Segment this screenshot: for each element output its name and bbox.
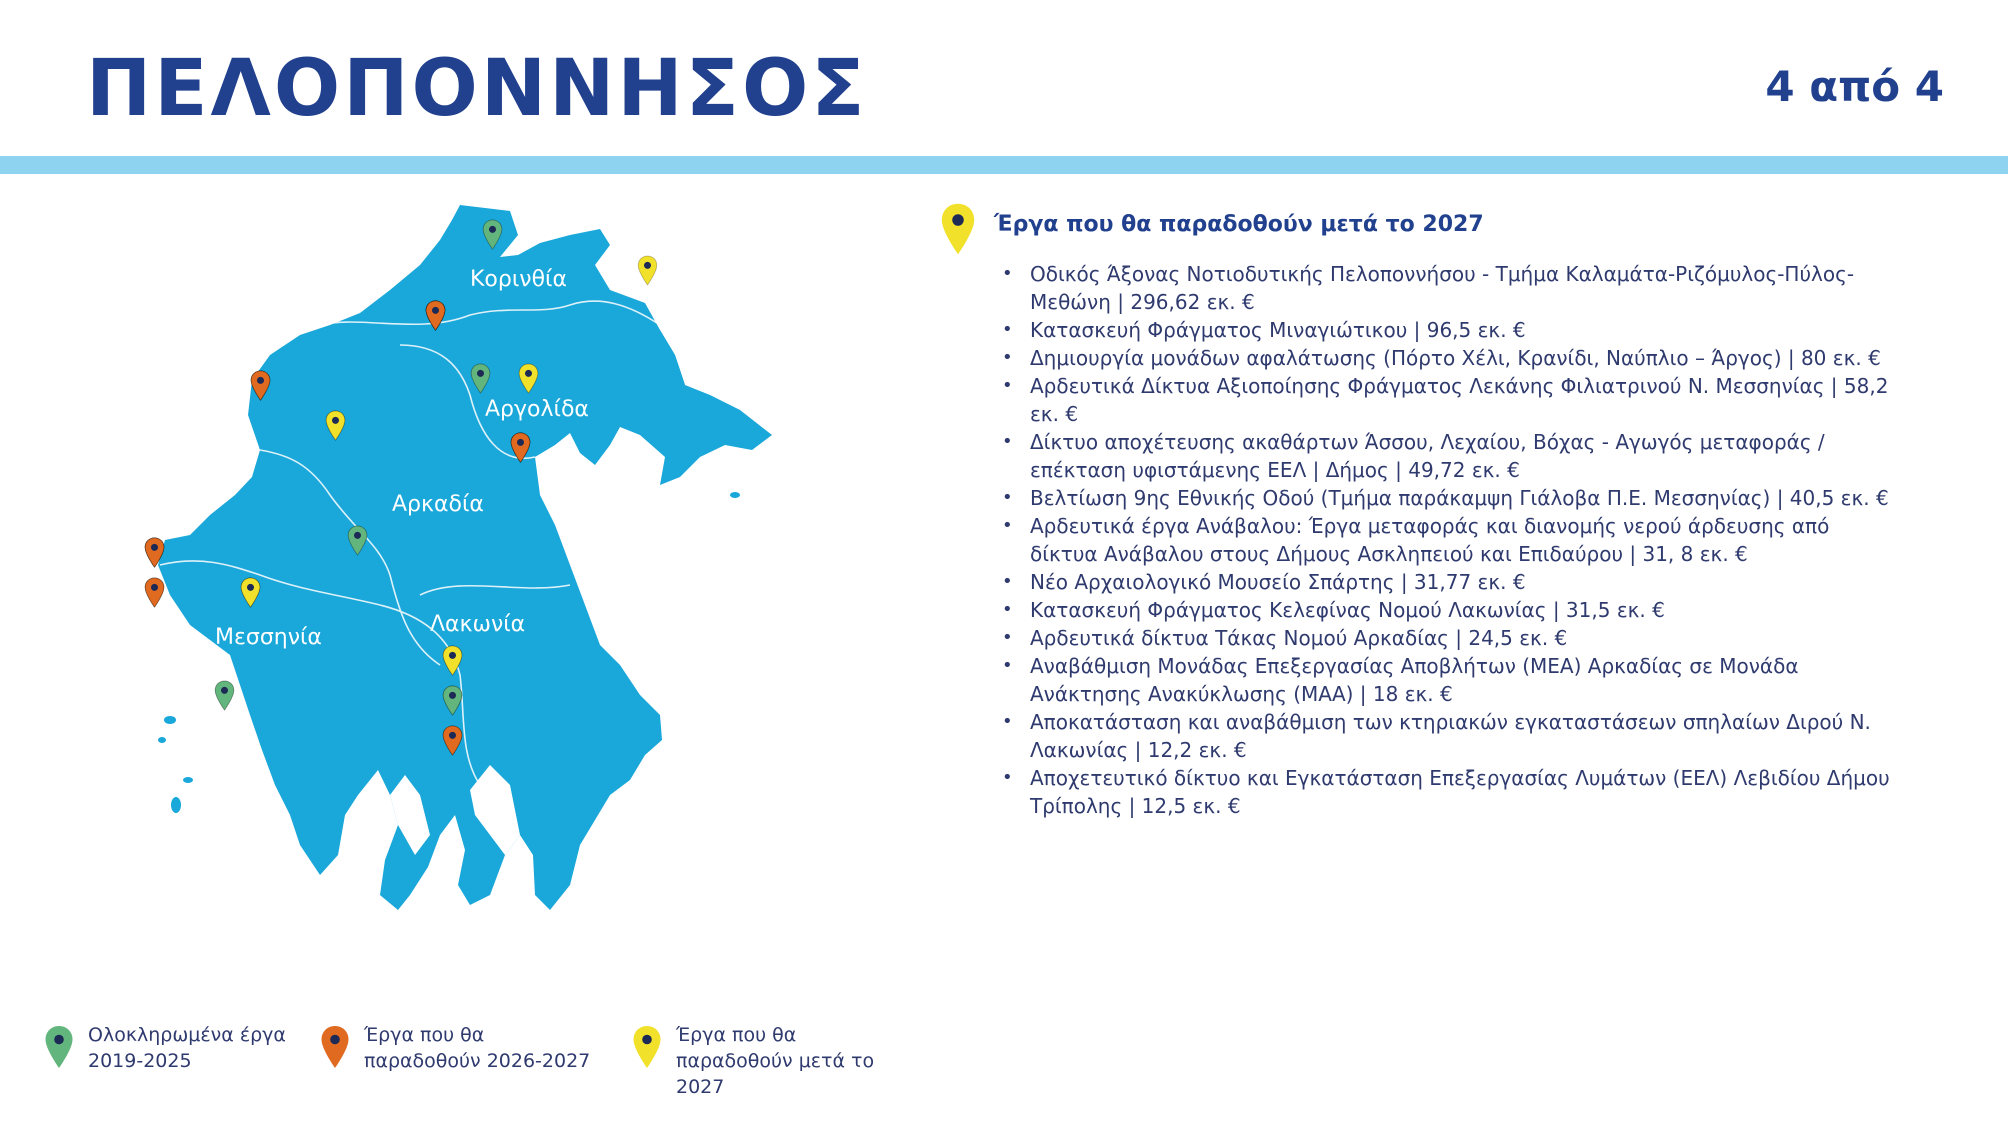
yellow-pin-icon xyxy=(632,1022,662,1072)
peloponnese-land xyxy=(158,205,772,910)
island xyxy=(164,716,176,724)
legend-label: Έργα που θα παραδοθούν μετά το 2027 xyxy=(676,1024,875,1098)
island xyxy=(183,777,193,783)
list-item: • Αρδευτικά δίκτυα Τάκας Νομού Αρκαδίας | 24,5 εκ. € xyxy=(1002,624,1902,652)
map-pin-icon xyxy=(442,685,463,716)
map-pin-icon xyxy=(250,370,271,401)
list-item: • Βελτίωση 9ης Εθνικής Οδού (Τμήμα παράκαμψη Γιάλοβα Π.Ε. Μεσσηνίας) | 40,5 εκ. € xyxy=(1002,484,1902,512)
list-item: • Νέο Αρχαιολογικό Μουσείο Σπάρτης | 31,77 εκ. € xyxy=(1002,568,1902,596)
green-pin-icon xyxy=(44,1022,74,1072)
map-pin-icon xyxy=(347,525,368,556)
page-title: ΠΕΛΟΠΟΝΝΗΣΟΣ xyxy=(86,44,868,134)
map-pin-icon xyxy=(214,680,235,711)
map-pin-icon xyxy=(470,363,491,394)
list-item: • Αποχετευτικό δίκτυο και Εγκατάσταση Επεξεργασίας Λυμάτων (ΕΕΛ) Λεβιδίου Δήμου Τρίπολης | 12,5 εκ. € xyxy=(1002,764,1902,820)
map-pin-icon xyxy=(240,577,261,608)
island xyxy=(158,737,166,743)
list-item: • Αρδευτικά Δίκτυα Αξιοποίησης Φράγματος Λεκάνης Φιλιατρινού Ν. Μεσσηνίας | 58,2 εκ. € xyxy=(1002,372,1902,428)
legend-2026-2027 xyxy=(320,1022,594,1074)
list-item: • Δημιουργία μονάδων αφαλάτωσης (Πόρτο Χέλι, Κρανίδι, Ναύπλιο – Άργος) | 80 εκ. € xyxy=(1002,344,1902,372)
map-pin-icon xyxy=(325,410,346,441)
orange-pin-icon xyxy=(320,1022,350,1072)
region-label-messinia: Μεσσηνία xyxy=(215,625,322,650)
peloponnese-map xyxy=(140,195,820,925)
list-item: • Αναβάθμιση Μονάδας Επεξεργασίας Αποβλήτων (ΜΕΑ) Αρκαδίας σε Μονάδα Ανάκτησης Ανακύκλωσης (ΜΑΑ) | 18 εκ. € xyxy=(1002,652,1902,708)
map-pin-icon xyxy=(482,219,503,250)
map-pin-icon xyxy=(510,432,531,463)
legend-completed xyxy=(44,1022,318,1074)
legend-label: Έργα που θα παραδοθούν 2026-2027 xyxy=(364,1024,591,1072)
header-stripe xyxy=(0,156,2008,174)
map-shapes xyxy=(140,195,820,925)
map-pin-icon xyxy=(442,645,463,676)
list-item: • Αποκατάσταση και αναβάθμιση των κτηριακών εγκαταστάσεων σπηλαίων Διρού Ν. Λακωνίας | 12,2 εκ. € xyxy=(1002,708,1902,764)
region-label-argolida: Αργολίδα xyxy=(485,397,589,422)
region-label-korinthia: Κορινθία xyxy=(470,267,567,292)
map-pin-icon xyxy=(637,255,658,286)
list-item: • Οδικός Άξονας Νοτιοδυτικής Πελοποννήσου - Τμήμα Καλαμάτα-Ριζόμυλος-Πύλος-Μεθώνη | 296,62 εκ. € xyxy=(1002,260,1902,316)
region-label-arkadia: Αρκαδία xyxy=(392,492,484,517)
map-pin-icon xyxy=(442,725,463,756)
island xyxy=(171,797,181,813)
map-pin-icon xyxy=(425,300,446,331)
map-pin-icon xyxy=(144,537,165,568)
list-item: • Αρδευτικά έργα Ανάβαλου: Έργα μεταφοράς και διανομής νερού άρδευσης από δίκτυα Ανάβαλου στους Δήμους Ασκληπειού και Επιδαύρου | 31, 8 εκ. € xyxy=(1002,512,1902,568)
map-pin-icon xyxy=(144,577,165,608)
panel-title: Έργα που θα παραδοθούν μετά το 2027 xyxy=(994,212,1484,237)
projects-list xyxy=(1002,260,1902,820)
region-label-lakonia: Λακωνία xyxy=(430,612,526,637)
list-item: • Κατασκευή Φράγματος Κελεφίνας Νομού Λακωνίας | 31,5 εκ. € xyxy=(1002,596,1902,624)
map-pin-icon xyxy=(518,363,539,394)
legend-after-2027 xyxy=(632,1022,906,1100)
yellow-pin-icon xyxy=(940,200,976,258)
panel-header xyxy=(940,200,1484,258)
page-number: 4 από 4 xyxy=(1765,62,1944,111)
legend-label: Ολοκληρωμένα έργα 2019-2025 xyxy=(88,1024,286,1072)
island xyxy=(730,492,740,498)
list-item: • Δίκτυο αποχέτευσης ακαθάρτων Άσσου, Λεχαίου, Βόχας - Αγωγός μεταφοράς / επέκταση υφιστάμενης ΕΕΛ | Δήμος | 49,72 εκ. € xyxy=(1002,428,1902,484)
list-item: • Κατασκευή Φράγματος Μιναγιώτικου | 96,5 εκ. € xyxy=(1002,316,1902,344)
